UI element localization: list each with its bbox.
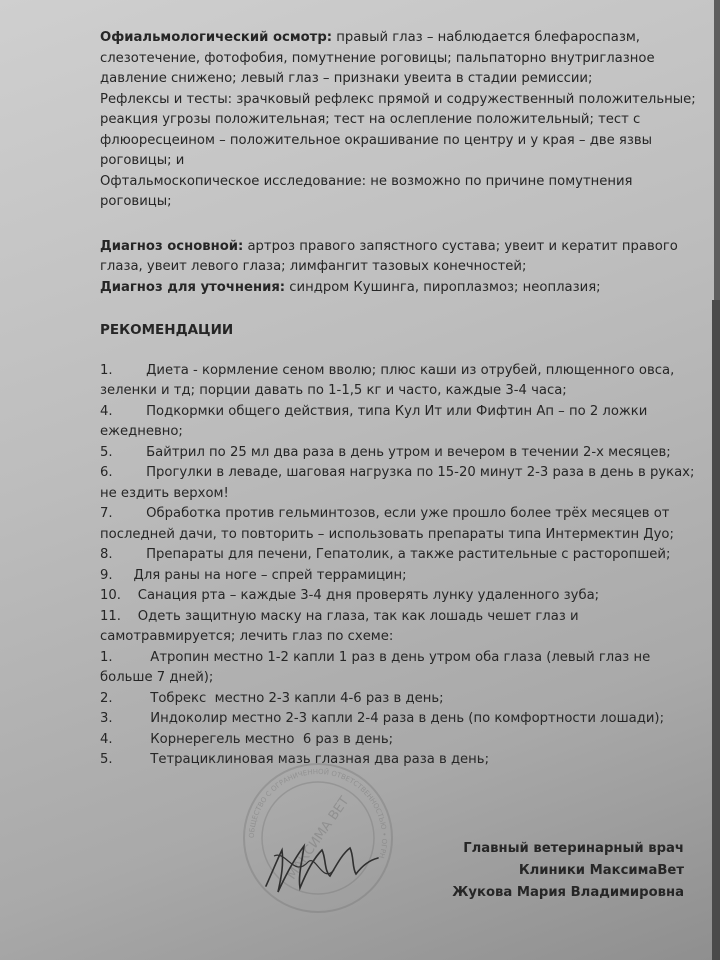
recommendation-line: 3. Индоколир местно 2-3 капли 2-4 раза в день (по комфортности лошади); — [100, 711, 665, 726]
recommendation-line: 1. Атропин местно 1-2 капли 1 раз в день утром оба глаза (левый глаз не — [100, 649, 651, 665]
clinic-stamp — [238, 758, 398, 918]
recommendations-title: РЕКОМЕНДАЦИИ — [100, 322, 234, 338]
recommendation-line: 4. Подкормки общего действия, типа Кул Ит или Фифтин Ап – по 2 ложки — [100, 403, 648, 419]
recommendations-list — [100, 361, 700, 771]
signature-clinic: Клиники МаксимаВет — [518, 863, 684, 878]
recommendation-line: 2. Тобрекс местно 2-3 капли 4-6 раз в день; — [100, 690, 444, 706]
stamp-center-text: МАКСИМА ВЕТ — [284, 794, 353, 883]
signature-title: Главный ветеринарный врач — [463, 841, 684, 856]
signature-name: Жукова Мария Владимировна — [452, 885, 684, 900]
recommendation-line: последней дачи, то повторить – использовать препараты типа Интермектин Дуо; — [100, 526, 674, 542]
oph-text: правый глаз – наблюдается блефароспазм, — [332, 30, 640, 45]
recommendation-line: 5. Тетрациклиновая мазь глазная два раза в день; — [100, 752, 490, 767]
recommendation-line: зеленки и тд; порции давать по 1-1,5 кг и часто, каждые 3-4 часа; — [100, 383, 567, 398]
exam-oph-line3: давление снижено; левый глаз – признаки увеита в стадии ремиссии; — [100, 71, 593, 86]
recommendation-line: больше 7 дней); — [100, 670, 214, 685]
recommendation-line: 9. Для раны на ноге – спрей террамицин; — [100, 567, 407, 583]
oph-label: Офиальмологический осмотр: — [100, 30, 333, 45]
recommendation-line: не ездить верхом! — [100, 485, 229, 501]
recommendation-line: самотравмируется; лечить глаз по схеме: — [100, 629, 394, 644]
stamp-ring-text: ОБЩЕСТВО С ОГРАНИЧЕННОЙ ОТВЕТСТВЕННОСТЬЮ • ОГРН — [247, 767, 389, 860]
diagnosis-clarify-line — [100, 278, 700, 299]
diagnosis-main-line1 — [100, 237, 700, 258]
recommendation-line: 6. Прогулки в леваде, шаговая нагрузка по 15-20 минут 2-3 раза в день в руках; — [100, 465, 695, 480]
recommendation-line: 5. Байтрил по 25 мл два раза в день утром и вечером в течении 2-х месяцев; — [100, 444, 671, 460]
diagnosis-main-text: артроз правого запястного сустава; увеит и кератит правого — [243, 238, 678, 254]
scope-line2: роговицы; — [100, 194, 172, 209]
reflex-line1: Рефлексы и тесты: зрачковый рефлекс прямой и содружественный положительные; — [100, 91, 696, 107]
recommendation-line: 4. Корнерегель местно 6 раз в день; — [100, 731, 394, 747]
diagnosis-clarify-label: Диагноз для уточнения: — [100, 279, 286, 295]
diagnosis-clarify-text: синдром Кушинга, пироплазмоз; неоплазия; — [285, 279, 601, 295]
signature-block — [440, 838, 684, 904]
exam-oph-line2: слезотечение, фотофобия, помутнение роговицы; пальпаторно внутриглазное — [100, 50, 655, 66]
recommendation-line: ежедневно; — [100, 424, 183, 439]
reflex-line2: реакция угрозы положительная; тест на ослепление положительный; тест с — [100, 112, 641, 127]
diagnosis-main-line2: глаза, увеит левого глаза; лимфангит тазовых конечностей; — [100, 259, 527, 274]
reflex-line4: роговицы; и — [100, 153, 185, 168]
exam-oph-line1 — [100, 28, 700, 49]
recommendation-line: 10. Санация рта – каждые 3-4 дня проверять лунку удаленного зуба; — [100, 588, 600, 603]
document-body — [100, 28, 700, 771]
scope-line1: Офтальмоскопическое исследование: не возможно по причине помутнения — [100, 173, 633, 189]
recommendation-line: 1. Диета - кормление сеном вволю; плюс каши из отрубей, плющенного овса, — [100, 362, 675, 378]
handwritten-signature — [266, 846, 378, 892]
reflex-line3: флюоресцеином – положительное окрашивание по центру и у края – две язвы — [100, 132, 653, 148]
recommendation-line: 8. Препараты для печени, Гепатолик, а также растительные с расторопшей; — [100, 547, 671, 562]
diagnosis-main-label: Диагноз основной: — [100, 238, 244, 254]
table-edge — [712, 300, 720, 960]
recommendation-line: 7. Обработка против гельминтозов, если уже прошло более трёх месяцев от — [100, 506, 670, 521]
recommendation-line: 11. Одеть защитную маску на глаза, так как лошадь чешет глаз и — [100, 608, 579, 624]
